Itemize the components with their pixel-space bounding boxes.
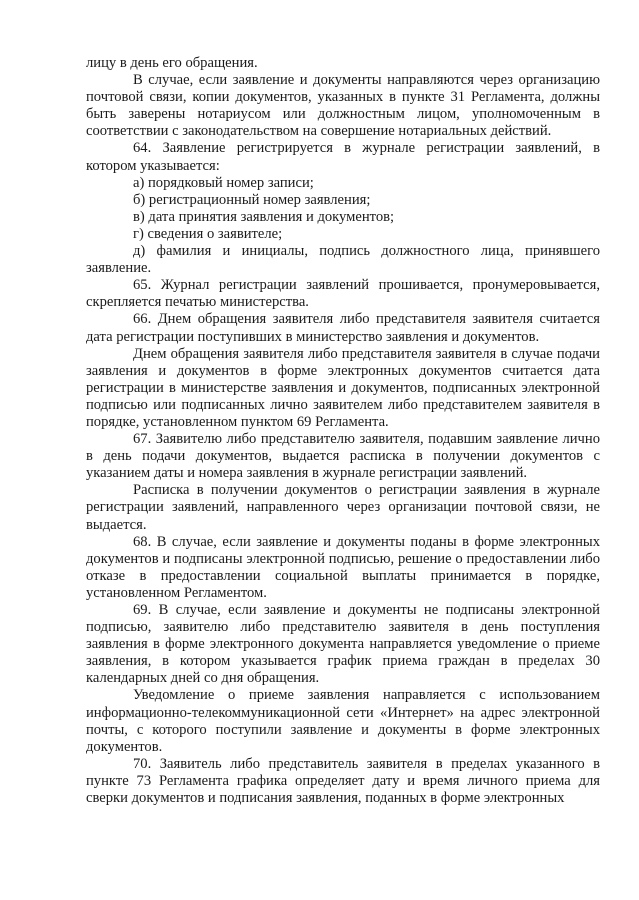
paragraph-67: 67. Заявителю либо представителю заявителя, подавшим заявление лично в день подачи документов, выдается расписка в получении документов с указанием даты и номера заявления в журнале регистрации заявлений. [86, 431, 600, 482]
paragraph-continuation: лицу в день его обращения. [86, 55, 258, 71]
paragraph-67-receipt: Расписка в получении документов о регистрации заявления в журнале регистрации заявлений, направленного через организации почтовой связи, не выдается. [86, 482, 600, 533]
paragraph-69-notification: Уведомление о приеме заявления направляется с использованием информационно-телекоммуникационной сети «Интернет» на адрес электронной почты, с которого поступили заявление и документы в форме электронных документов. [86, 687, 600, 755]
list-item-a: а) порядковый номер записи; [133, 174, 314, 191]
paragraph-66-electronic: Днем обращения заявителя либо представителя заявителя в случае подачи заявления и документов в форме электронных документов считается дата регистрации в министерстве заявления и документов, подписанных электронной подписью или подписанных лично заявителем либо представителем заявителя в порядке, установленном пунктом 69 Регламента. [86, 345, 600, 430]
list-item-g: г) сведения о заявителе; [133, 225, 283, 242]
list-item-v: в) дата принятия заявления и документов; [133, 208, 395, 225]
paragraph-66: 66. Днем обращения заявителя либо представителя заявителя считается дата регистрации поступивших в министерство заявления и документов. [86, 311, 600, 345]
paragraph-65: 65. Журнал регистрации заявлений прошивается, пронумеровывается, скрепляется печатью министерства. [86, 277, 600, 311]
paragraph-70: 70. Заявитель либо представитель заявителя в пределах указанного в пункте 73 Регламента графика определяет дату и время личного приема для сверки документов и подписания заявления, поданных в форме электронных [86, 755, 600, 807]
list-item-b: б) регистрационный номер заявления; [133, 191, 371, 208]
paragraph-postal-copies: В случае, если заявление и документы направляются через организацию почтовой связи, копии документов, указанных в пункте 31 Регламента, должны быть заверены нотариусом или должностным лицом, уполномоченным в соответствии с законодательством на совершение нотариальных действий. [86, 72, 600, 140]
document-body [86, 55, 600, 807]
list-item-d: д) фамилия и инициалы, подпись должностного лица, принявшего заявление. [86, 243, 600, 277]
paragraph-64: 64. Заявление регистрируется в журнале регистрации заявлений, в котором указывается: [86, 140, 600, 174]
paragraph-69: 69. В случае, если заявление и документы не подписаны электронной подписью, заявителю либо представителю заявителя в день поступления заявления в форме электронного документа направляется уведомление о приеме заявления, в котором указывается график приема граждан в пределах 30 календарных дней со дня обращения. [86, 602, 600, 687]
paragraph-68: 68. В случае, если заявление и документы поданы в форме электронных документов и подписаны электронной подписью, решение о предоставлении либо отказе в предоставлении социальной выплаты принимается в порядке, установленном Регламентом. [86, 533, 600, 601]
